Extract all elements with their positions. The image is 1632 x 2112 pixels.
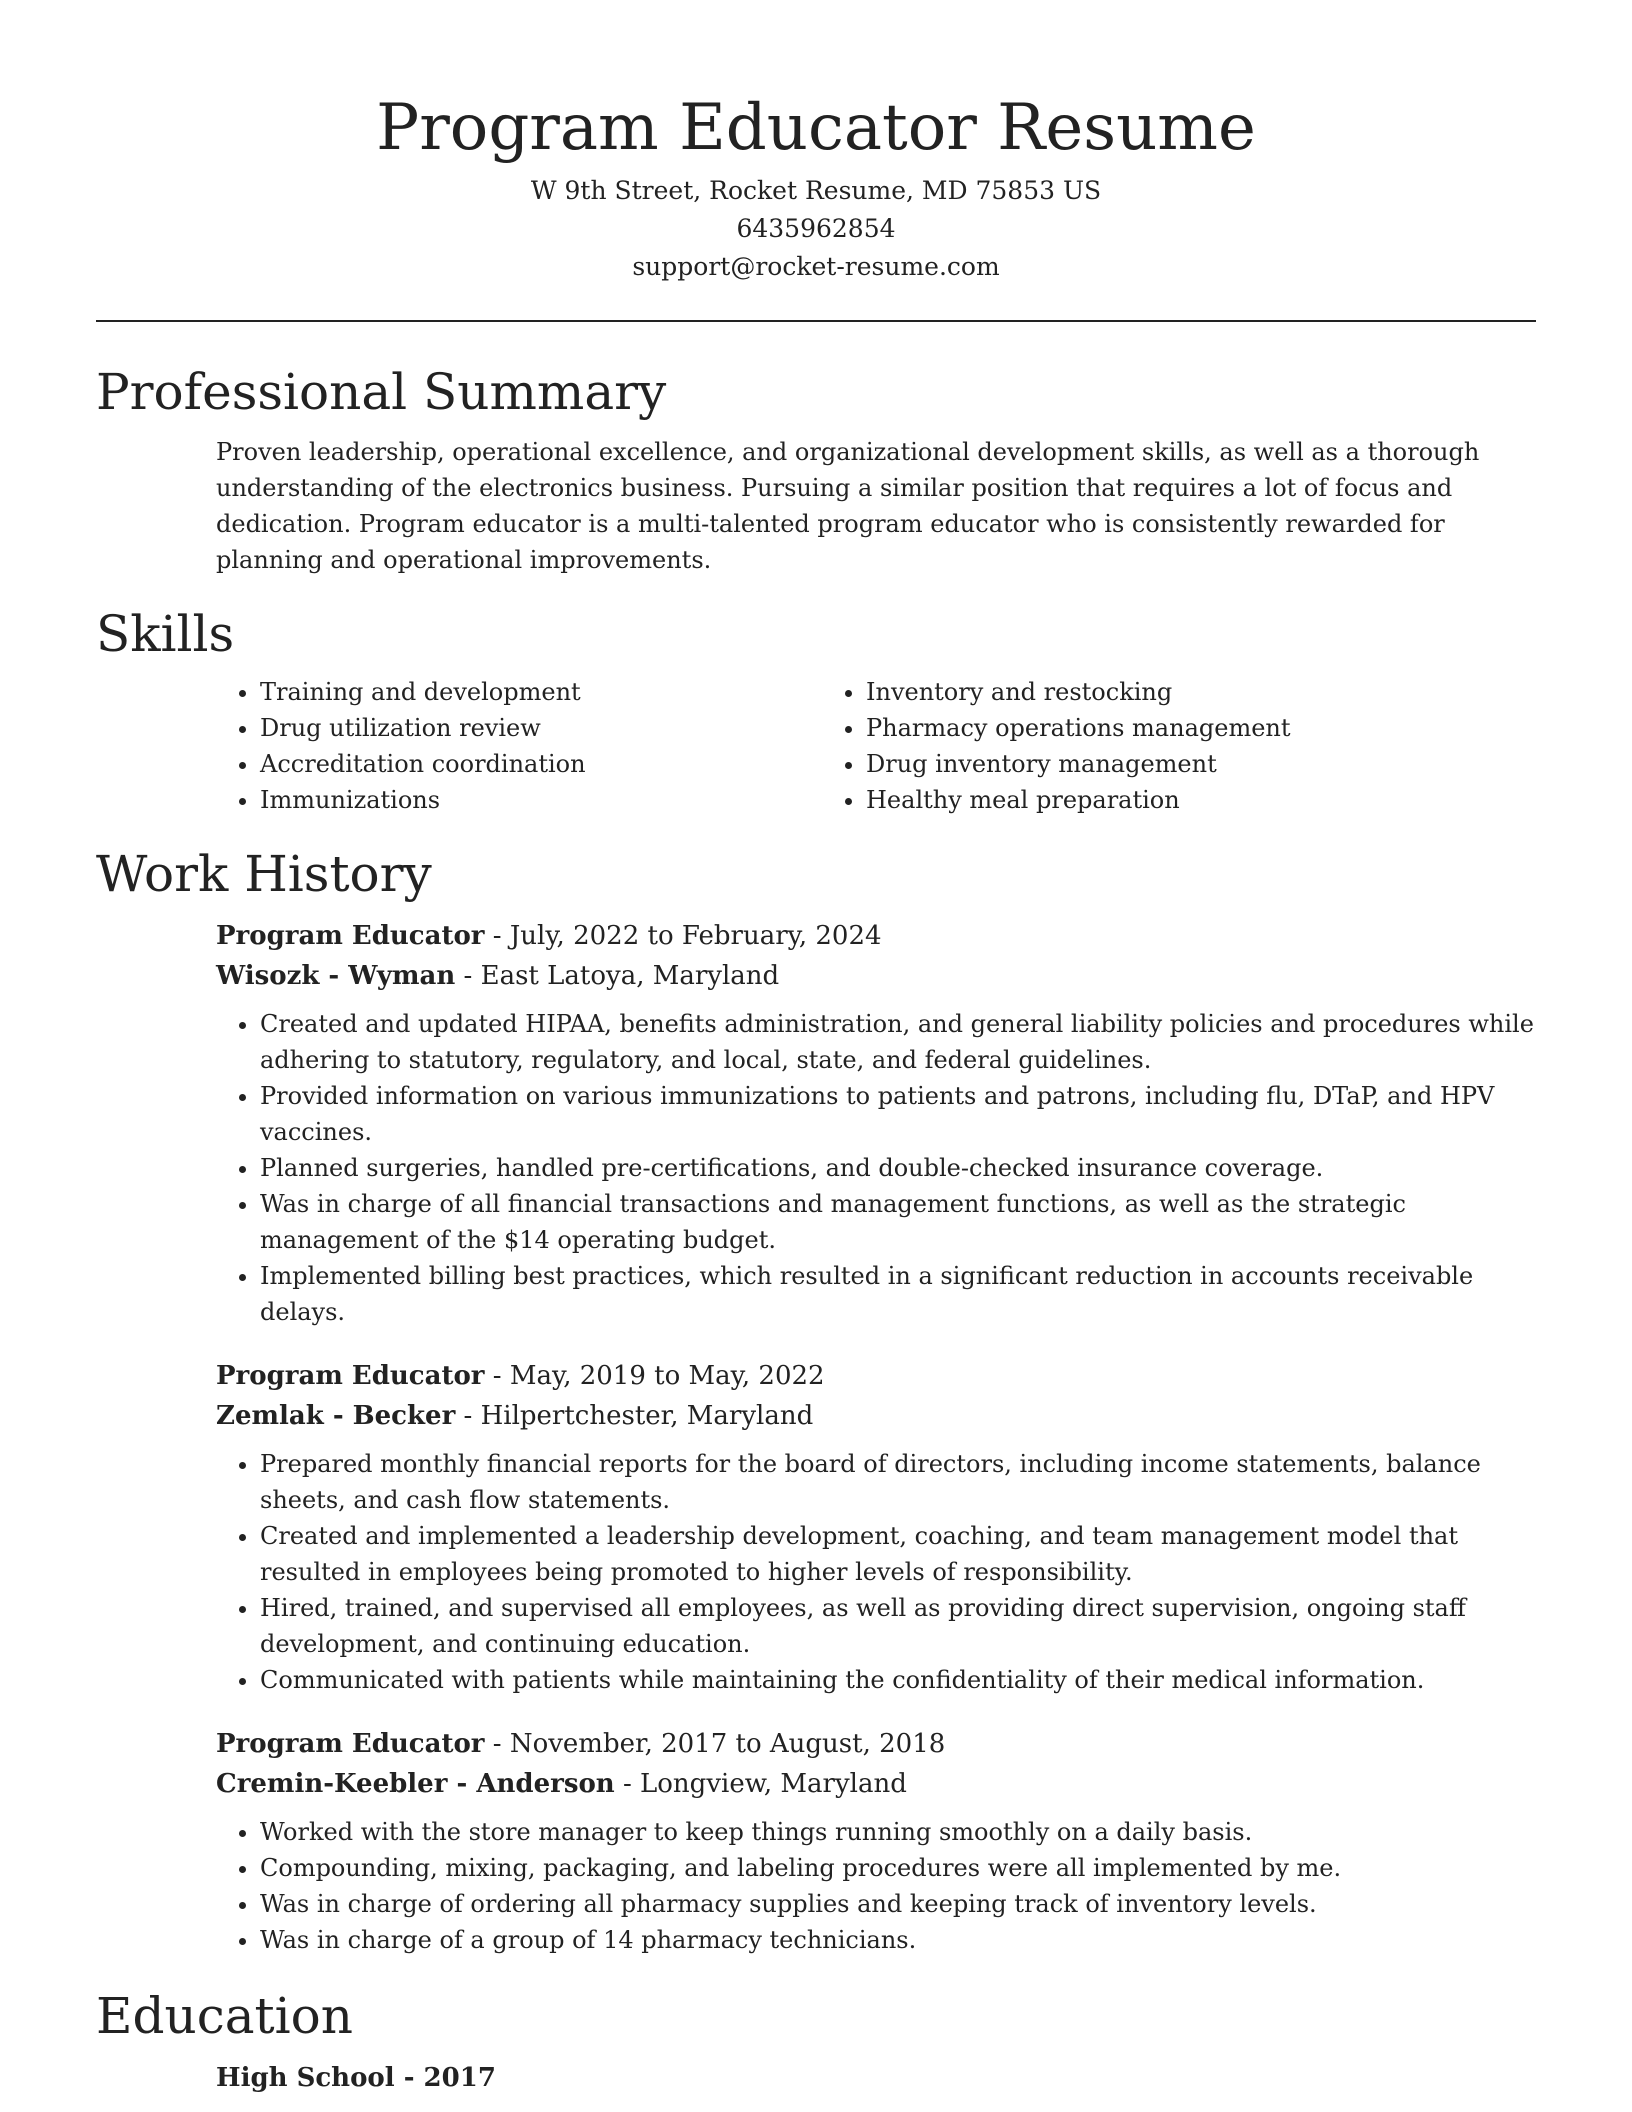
education-section <box>96 1986 1536 2098</box>
job-entry <box>216 916 1536 1330</box>
job-bullet: • Was in charge of a group of 14 pharmacy technicians. <box>260 1922 1536 1958</box>
job-bullet: • Prepared monthly financial reports for the board of directors, including income statements, balance sheets, and cash flow statements. <box>260 1446 1536 1518</box>
job-bullet: • Communicated with patients while maintaining the confidentiality of their medical information. <box>260 1662 1536 1698</box>
job-location: - Hilpertchester, Maryland <box>455 1401 814 1431</box>
summary-section <box>96 362 1536 578</box>
job-entry <box>216 1356 1536 1698</box>
job-bullets <box>216 1006 1536 1330</box>
job-company: Cremin-Keebler - Anderson <box>216 1769 615 1799</box>
skills-column-left <box>216 674 822 818</box>
job-company-line <box>216 1764 1536 1804</box>
skills-heading: Skills <box>96 605 235 663</box>
job-bullet: • Worked with the store manager to keep things running smoothly on a daily basis. <box>260 1814 1536 1850</box>
job-company-line <box>216 956 1536 996</box>
skill-item: • Training and development <box>260 674 822 710</box>
job-bullet: • Was in charge of ordering all pharmacy supplies and keeping track of inventory levels. <box>260 1886 1536 1922</box>
contact-email: support@rocket-resume.com <box>632 252 1000 281</box>
work-history-heading: Work History <box>96 845 432 903</box>
skills-grid <box>216 674 1536 818</box>
job-company: Zemlak - Becker <box>216 1401 456 1431</box>
job-dates: - July, 2022 to February, 2024 <box>484 921 882 951</box>
summary-text: Proven leadership, operational excellence, and organizational development skills, as well as a thorough understanding of the electronics business. Pursuing a similar position that requires a lot of focus and dedication. Program educator is a multi-talented program educator who is consistently rewarded for planning and operational improvements. <box>216 438 1480 574</box>
job-bullet: • Provided information on various immunizations to patients and patrons, including flu, DTaP, and HPV vaccines. <box>260 1078 1536 1150</box>
job-bullet: • Compounding, mixing, packaging, and labeling procedures were all implemented by me. <box>260 1850 1536 1886</box>
work-history-section <box>96 844 1536 1958</box>
education-entry: High School - 2017 <box>216 2063 496 2093</box>
job-dates: - May, 2019 to May, 2022 <box>484 1361 825 1391</box>
job-company-line <box>216 1396 1536 1436</box>
job-bullet: • Hired, trained, and supervised all employees, as well as providing direct supervision, ongoing staff development, and continuing education. <box>260 1590 1536 1662</box>
job-title-line <box>216 1724 1536 1764</box>
skill-item: • Healthy meal preparation <box>866 782 1522 818</box>
job-dates: - November, 2017 to August, 2018 <box>484 1729 946 1759</box>
job-entry <box>216 1724 1536 1958</box>
resume-header <box>96 0 1536 286</box>
summary-heading: Professional Summary <box>96 363 667 421</box>
contact-phone: 6435962854 <box>736 214 896 243</box>
job-company: Wisozk - Wyman <box>216 961 456 991</box>
skill-item: • Accreditation coordination <box>260 746 822 782</box>
job-bullet: • Created and updated HIPAA, benefits administration, and general liability policies and procedures while adhering to statutory, regulatory, and local, state, and federal guidelines. <box>260 1006 1536 1078</box>
skills-column-right <box>822 674 1522 818</box>
job-title-line <box>216 916 1536 956</box>
contact-address: W 9th Street, Rocket Resume, MD 75853 US <box>530 176 1102 205</box>
job-location: - Longview, Maryland <box>614 1769 907 1799</box>
job-bullet: • Implemented billing best practices, which resulted in a significant reduction in accounts receivable delays. <box>260 1258 1536 1330</box>
skill-item: • Drug utilization review <box>260 710 822 746</box>
job-title: Program Educator <box>216 1361 485 1391</box>
job-location: - East Latoya, Maryland <box>455 961 780 991</box>
job-bullets <box>216 1446 1536 1698</box>
job-bullets <box>216 1814 1536 1958</box>
job-title-line <box>216 1356 1536 1396</box>
page-title: Program Educator Resume <box>376 91 1256 165</box>
job-bullet: • Was in charge of all financial transactions and management functions, as well as the strategic management of the $14 operating budget. <box>260 1186 1536 1258</box>
skill-item: • Pharmacy operations management <box>866 710 1522 746</box>
job-bullet: • Created and implemented a leadership development, coaching, and team management model that resulted in employees being promoted to higher levels of responsibility. <box>260 1518 1536 1590</box>
skills-section <box>96 604 1536 818</box>
job-title: Program Educator <box>216 921 485 951</box>
skill-item: • Immunizations <box>260 782 822 818</box>
resume-page <box>96 0 1536 2098</box>
skill-item: • Drug inventory management <box>866 746 1522 782</box>
header-divider <box>96 320 1536 322</box>
education-heading: Education <box>96 1987 353 2045</box>
job-title: Program Educator <box>216 1729 485 1759</box>
skill-item: • Inventory and restocking <box>866 674 1522 710</box>
job-bullet: • Planned surgeries, handled pre-certifications, and double-checked insurance coverage. <box>260 1150 1536 1186</box>
